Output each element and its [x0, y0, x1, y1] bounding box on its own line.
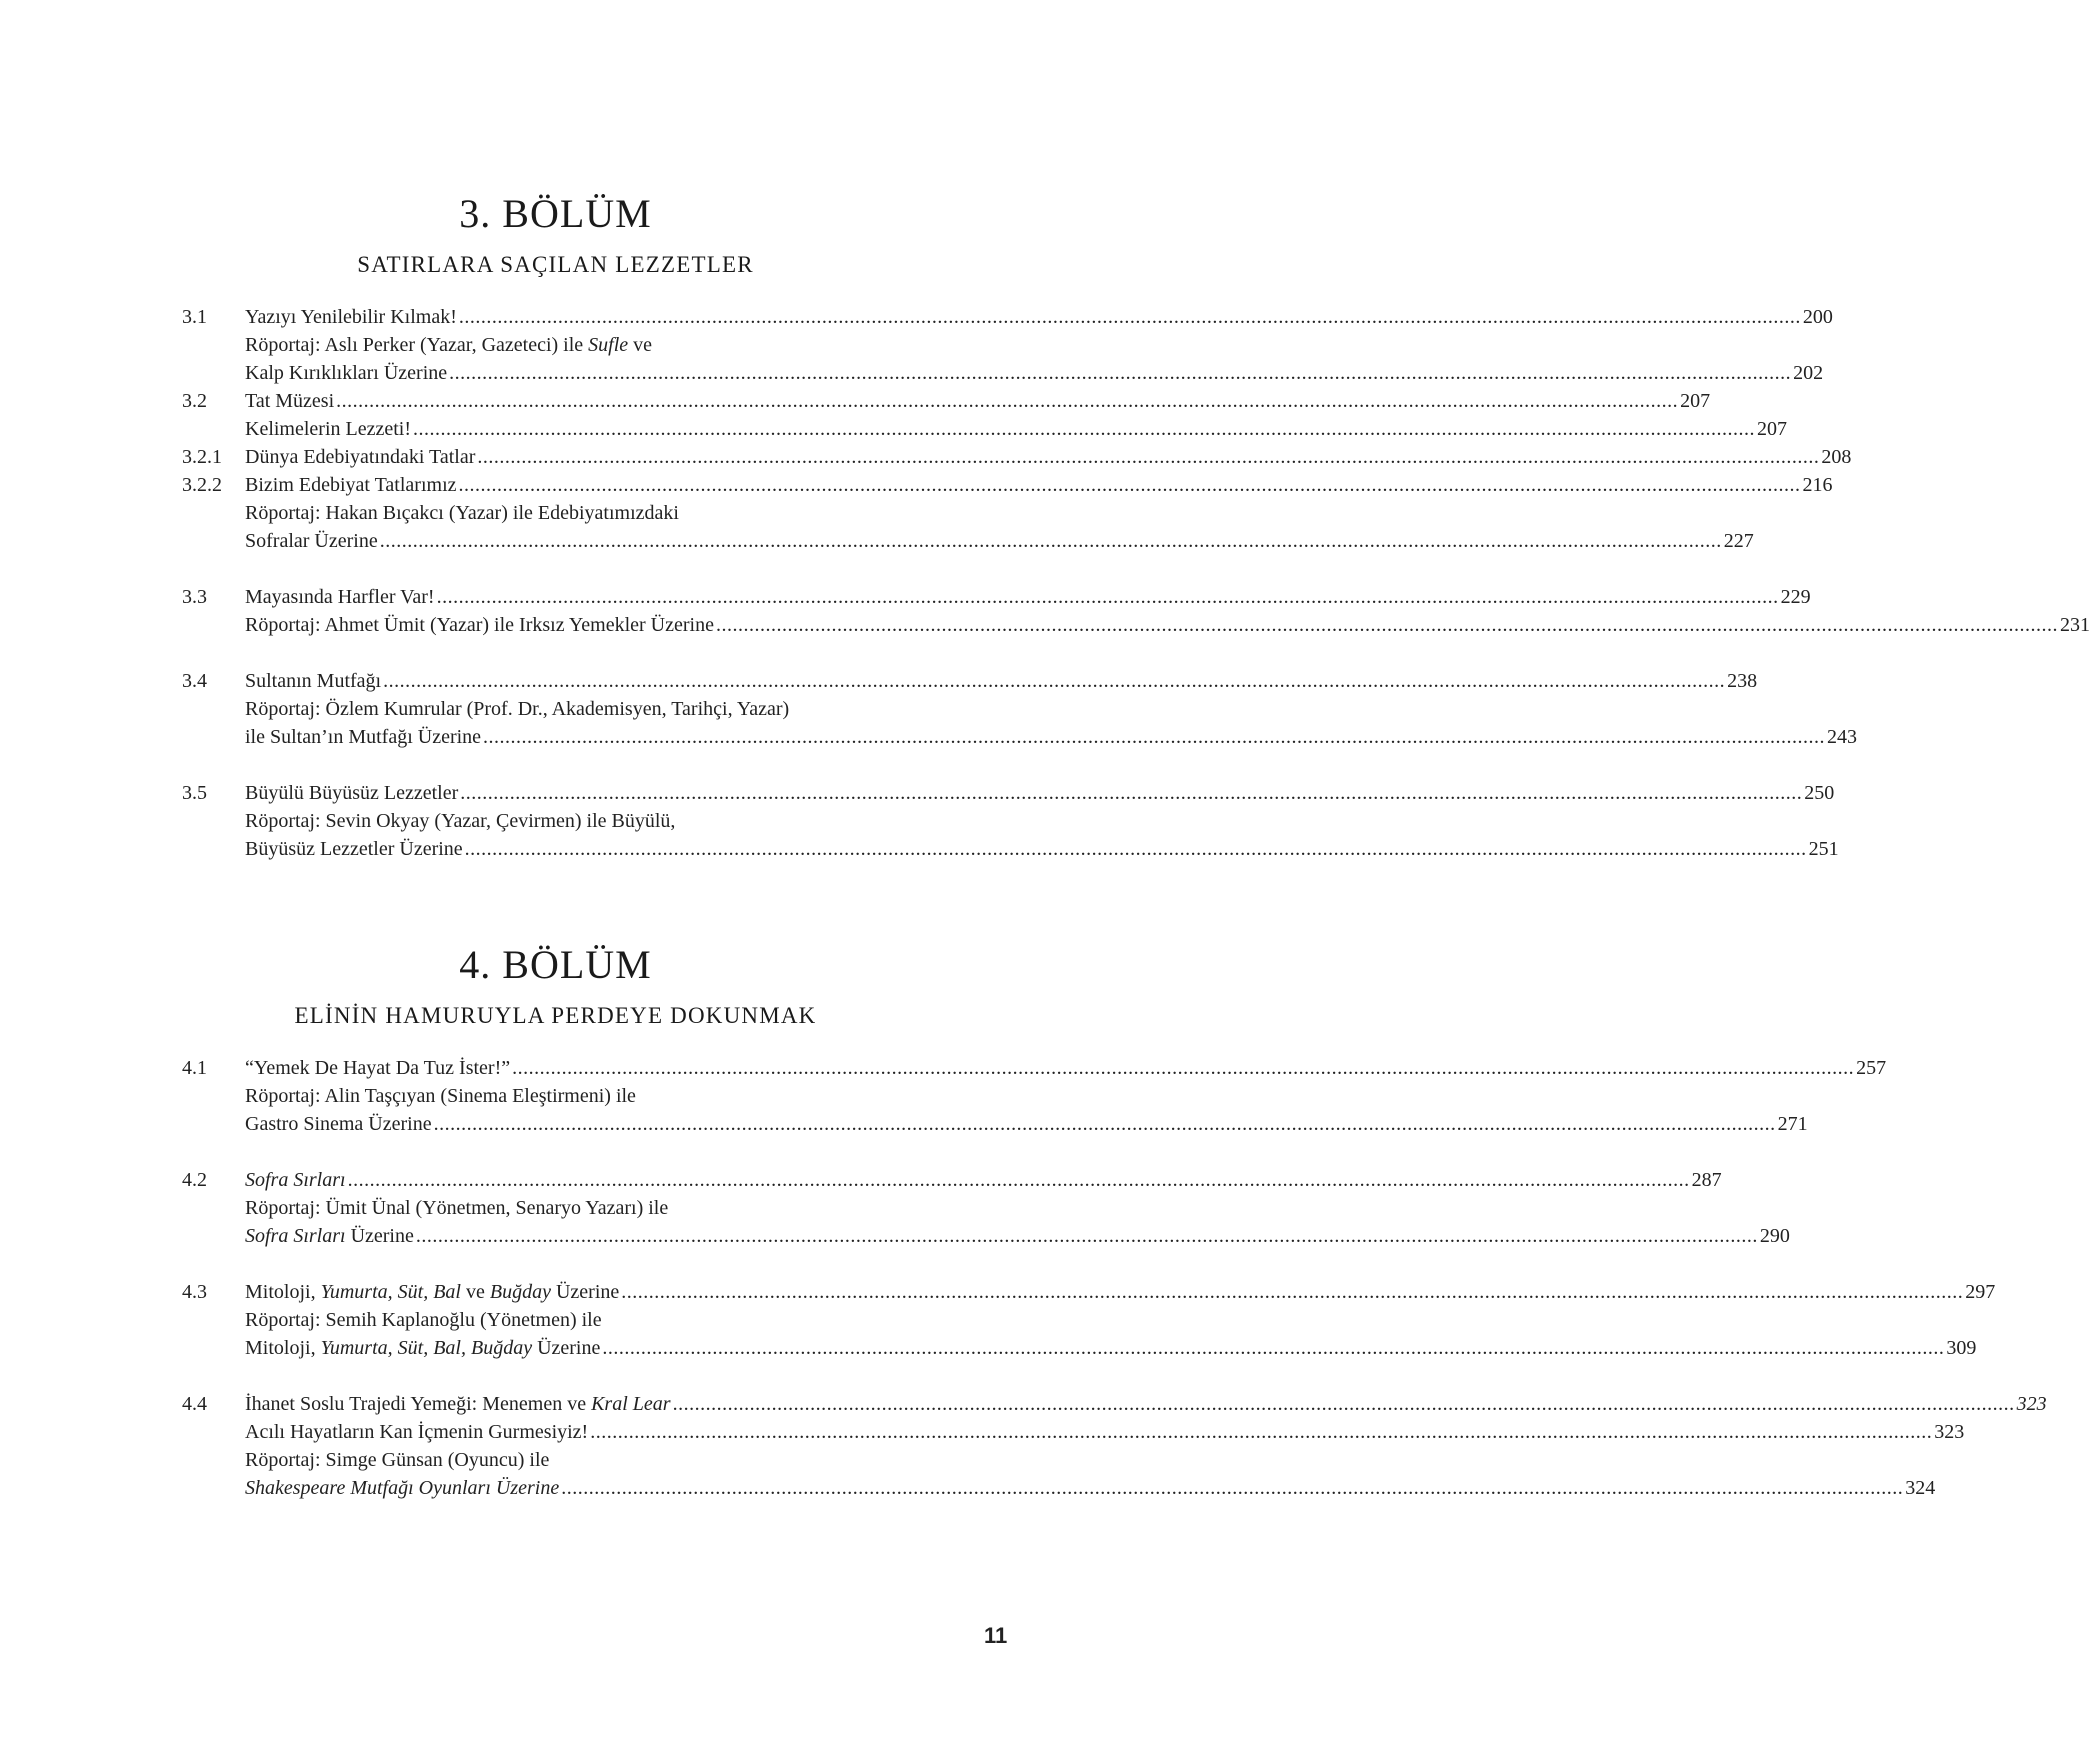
dot-leader	[602, 1334, 1944, 1362]
dot-leader	[561, 1474, 1903, 1502]
section-number: 4.3	[182, 1281, 207, 1303]
entry-title: Röportaj: Semih Kaplanoğlu (Yönetmen) ile	[245, 1309, 602, 1331]
entry-italic-text: Yumurta, Süt, Bal	[320, 1281, 461, 1303]
entry-title	[245, 331, 652, 359]
dot-leader	[590, 1418, 1932, 1446]
entry-title: Kalp Kırıklıkları Üzerine	[245, 362, 448, 384]
dot-leader	[459, 303, 1801, 331]
page-number: 287	[1691, 1169, 1722, 1191]
page-number: 290	[1759, 1225, 1790, 1247]
page-number: 227	[1723, 530, 1754, 552]
toc-entry[interactable]	[182, 667, 1758, 695]
folio-page-number: 11	[984, 1623, 1008, 1648]
toc-entry[interactable]	[182, 695, 888, 723]
toc-entry[interactable]	[182, 1082, 888, 1110]
entry-italic-text: Yumurta, Süt, Bal, Buğday	[320, 1337, 533, 1359]
entry-title: Dünya Edebiyatındaki Tatlar	[245, 446, 476, 468]
toc-entry[interactable]	[182, 835, 1839, 863]
toc-entry[interactable]	[182, 779, 1835, 807]
entry-title: Röportaj: Sevin Okyay (Yazar, Çevirmen) ile Büyülü,	[245, 810, 676, 832]
entry-italic-text: Sufle	[588, 334, 629, 356]
toc-entry[interactable]	[182, 723, 1858, 751]
page-number: 271	[1777, 1113, 1808, 1135]
entry-text: Mitoloji,	[245, 1337, 321, 1359]
page-number: 231	[2059, 614, 2090, 636]
toc-entry[interactable]	[182, 1166, 1722, 1194]
chapter-3-subtitle: SATIRLARA SAÇILAN LEZZETLER	[357, 252, 754, 277]
section-number: 4.2	[182, 1169, 207, 1191]
entry-title: Sofra Sırları	[245, 1169, 346, 1191]
section-number: 3.3	[182, 586, 207, 608]
page-number: 207	[1680, 390, 1711, 412]
dot-leader	[477, 443, 1819, 471]
entry-title: Shakespeare Mutfağı Oyunları Üzerine	[245, 1477, 560, 1499]
entry-title: Sultanın Mutfağı	[245, 670, 382, 692]
entry-text: ve	[628, 334, 653, 356]
entry-title: Gastro Sinema Üzerine	[245, 1113, 432, 1135]
toc-entry[interactable]	[182, 1334, 1977, 1362]
page-number: 200	[1802, 306, 1833, 328]
entry-title: Röportaj: Ümit Ünal (Yönetmen, Senaryo Yazarı) ile	[245, 1197, 669, 1219]
page-number: 208	[1821, 446, 1852, 468]
entry-text: ve	[460, 1281, 490, 1303]
entry-title: Acılı Hayatların Kan İçmenin Gurmesiyiz!	[245, 1421, 589, 1443]
page-number: 323	[1934, 1421, 1965, 1443]
section-number: 3.2.1	[182, 446, 222, 468]
entry-title: ile Sultan’ın Mutfağı Üzerine	[245, 726, 482, 748]
page-number: 324	[1905, 1477, 1936, 1499]
entry-text: Üzerine	[532, 1337, 601, 1359]
dot-leader	[348, 1166, 1690, 1194]
dot-leader	[465, 835, 1807, 863]
section-number: 3.1	[182, 306, 207, 328]
toc-entry[interactable]	[182, 1306, 888, 1334]
entry-italic-text: Buğday	[489, 1281, 551, 1303]
entry-text: Üzerine	[345, 1225, 414, 1247]
page-number: 207	[1757, 418, 1788, 440]
entry-title: Kelimelerin Lezzeti!	[245, 418, 412, 440]
entry-italic-text: Sofra Sırları	[245, 1225, 346, 1247]
entry-title: Bizim Edebiyat Tatlarımız	[245, 474, 457, 496]
page-number: 309	[1946, 1337, 1977, 1359]
page-number: 250	[1804, 782, 1835, 804]
chapter-4-title: 4. BÖLÜM	[459, 942, 652, 987]
section-number: 3.2.2	[182, 474, 222, 496]
entry-text: Üzerine	[550, 1281, 620, 1303]
entry-italic-text: Kral Lear	[591, 1393, 671, 1415]
toc-entry[interactable]	[182, 1054, 1887, 1082]
dot-leader	[460, 779, 1802, 807]
entry-title: Tat Müzesi	[245, 390, 335, 412]
entry-title: Röportaj: Hakan Bıçakcı (Yazar) ile Edebiyatımızdaki	[245, 502, 679, 524]
toc-entry[interactable]	[182, 611, 2090, 639]
entry-title: Röportaj: Özlem Kumrular (Prof. Dr., Akademisyen, Tarihçi, Yazar)	[245, 698, 790, 720]
section-number: 3.4	[182, 670, 207, 692]
dot-leader	[483, 723, 1825, 751]
entry-title: Büyülü Büyüsüz Lezzetler	[245, 782, 459, 804]
dot-leader	[437, 583, 1779, 611]
toc-entry[interactable]	[182, 331, 888, 359]
dot-leader	[413, 415, 1755, 443]
dot-leader	[621, 1278, 1963, 1306]
dot-leader	[449, 359, 1791, 387]
toc-entry[interactable]	[182, 359, 1824, 387]
entry-text: İhanet Soslu Trajedi Yemeği: Menemen ve	[245, 1393, 592, 1415]
dot-leader	[434, 1110, 1776, 1138]
toc-entry[interactable]	[182, 499, 888, 527]
dot-leader	[383, 667, 1725, 695]
dot-leader	[380, 527, 1722, 555]
toc-entry[interactable]	[182, 1418, 1965, 1446]
section-number: 3.2	[182, 390, 207, 412]
entry-text: Röportaj: Aslı Perker (Yazar, Gazeteci) ile	[245, 334, 589, 356]
toc-entry[interactable]	[182, 303, 1833, 331]
dot-leader	[459, 471, 1801, 499]
page-number: 216	[1802, 474, 1833, 496]
entry-title: Röportaj: Ahmet Ümit (Yazar) ile Irksız Yemekler Üzerine	[245, 614, 714, 636]
dot-leader	[716, 611, 2058, 639]
entry-title	[245, 1334, 600, 1362]
toc-entry[interactable]	[182, 1446, 888, 1474]
toc-entry[interactable]	[182, 1222, 1790, 1250]
section-number: 4.4	[182, 1393, 207, 1415]
toc-entry[interactable]	[182, 1110, 1808, 1138]
page-number: 251	[1808, 838, 1839, 860]
page-number: 323	[2016, 1393, 2047, 1415]
entry-title: Mayasında Harfler Var!	[245, 586, 435, 608]
dot-leader	[673, 1390, 2015, 1418]
chapter-4-subtitle: ELİNİN HAMURUYLA PERDEYE DOKUNMAK	[294, 1003, 817, 1028]
page-number: 229	[1780, 586, 1811, 608]
toc-entry[interactable]	[182, 443, 1852, 471]
toc-entry[interactable]	[182, 1474, 1936, 1502]
toc-entry[interactable]	[182, 527, 1754, 555]
entry-title: “Yemek De Hayat Da Tuz İster!”	[245, 1057, 511, 1079]
entry-title: Büyüsüz Lezzetler Üzerine	[245, 838, 463, 860]
page-number: 202	[1793, 362, 1824, 384]
page-number: 243	[1827, 726, 1858, 748]
entry-title: Röportaj: Simge Günsan (Oyuncu) ile	[245, 1449, 550, 1471]
entry-title	[245, 1278, 619, 1306]
entry-text: Mitoloji,	[245, 1281, 321, 1303]
toc-entry[interactable]	[182, 807, 888, 835]
section-number: 4.1	[182, 1057, 207, 1079]
dot-leader	[416, 1222, 1758, 1250]
entry-title	[245, 1222, 414, 1250]
toc-entry[interactable]	[182, 1390, 2047, 1418]
dot-leader	[336, 387, 1678, 415]
page-number: 257	[1856, 1057, 1887, 1079]
page-number: 238	[1727, 670, 1758, 692]
toc-entry[interactable]	[182, 1194, 888, 1222]
toc-entry[interactable]	[182, 387, 1711, 415]
toc-entry[interactable]	[182, 415, 1788, 443]
entry-title: Yazıyı Yenilebilir Kılmak!	[245, 306, 457, 328]
toc-entry[interactable]	[182, 1278, 1996, 1306]
entry-title: Sofralar Üzerine	[245, 530, 378, 552]
chapter-3-title: 3. BÖLÜM	[459, 191, 652, 236]
section-number: 3.5	[182, 782, 207, 804]
entry-title	[245, 1390, 671, 1418]
toc-entry[interactable]	[182, 583, 1811, 611]
dot-leader	[512, 1054, 1854, 1082]
toc-entry[interactable]	[182, 471, 1833, 499]
entry-title: Röportaj: Alin Taşçıyan (Sinema Eleştirmeni) ile	[245, 1085, 636, 1107]
page-number: 297	[1965, 1281, 1996, 1303]
